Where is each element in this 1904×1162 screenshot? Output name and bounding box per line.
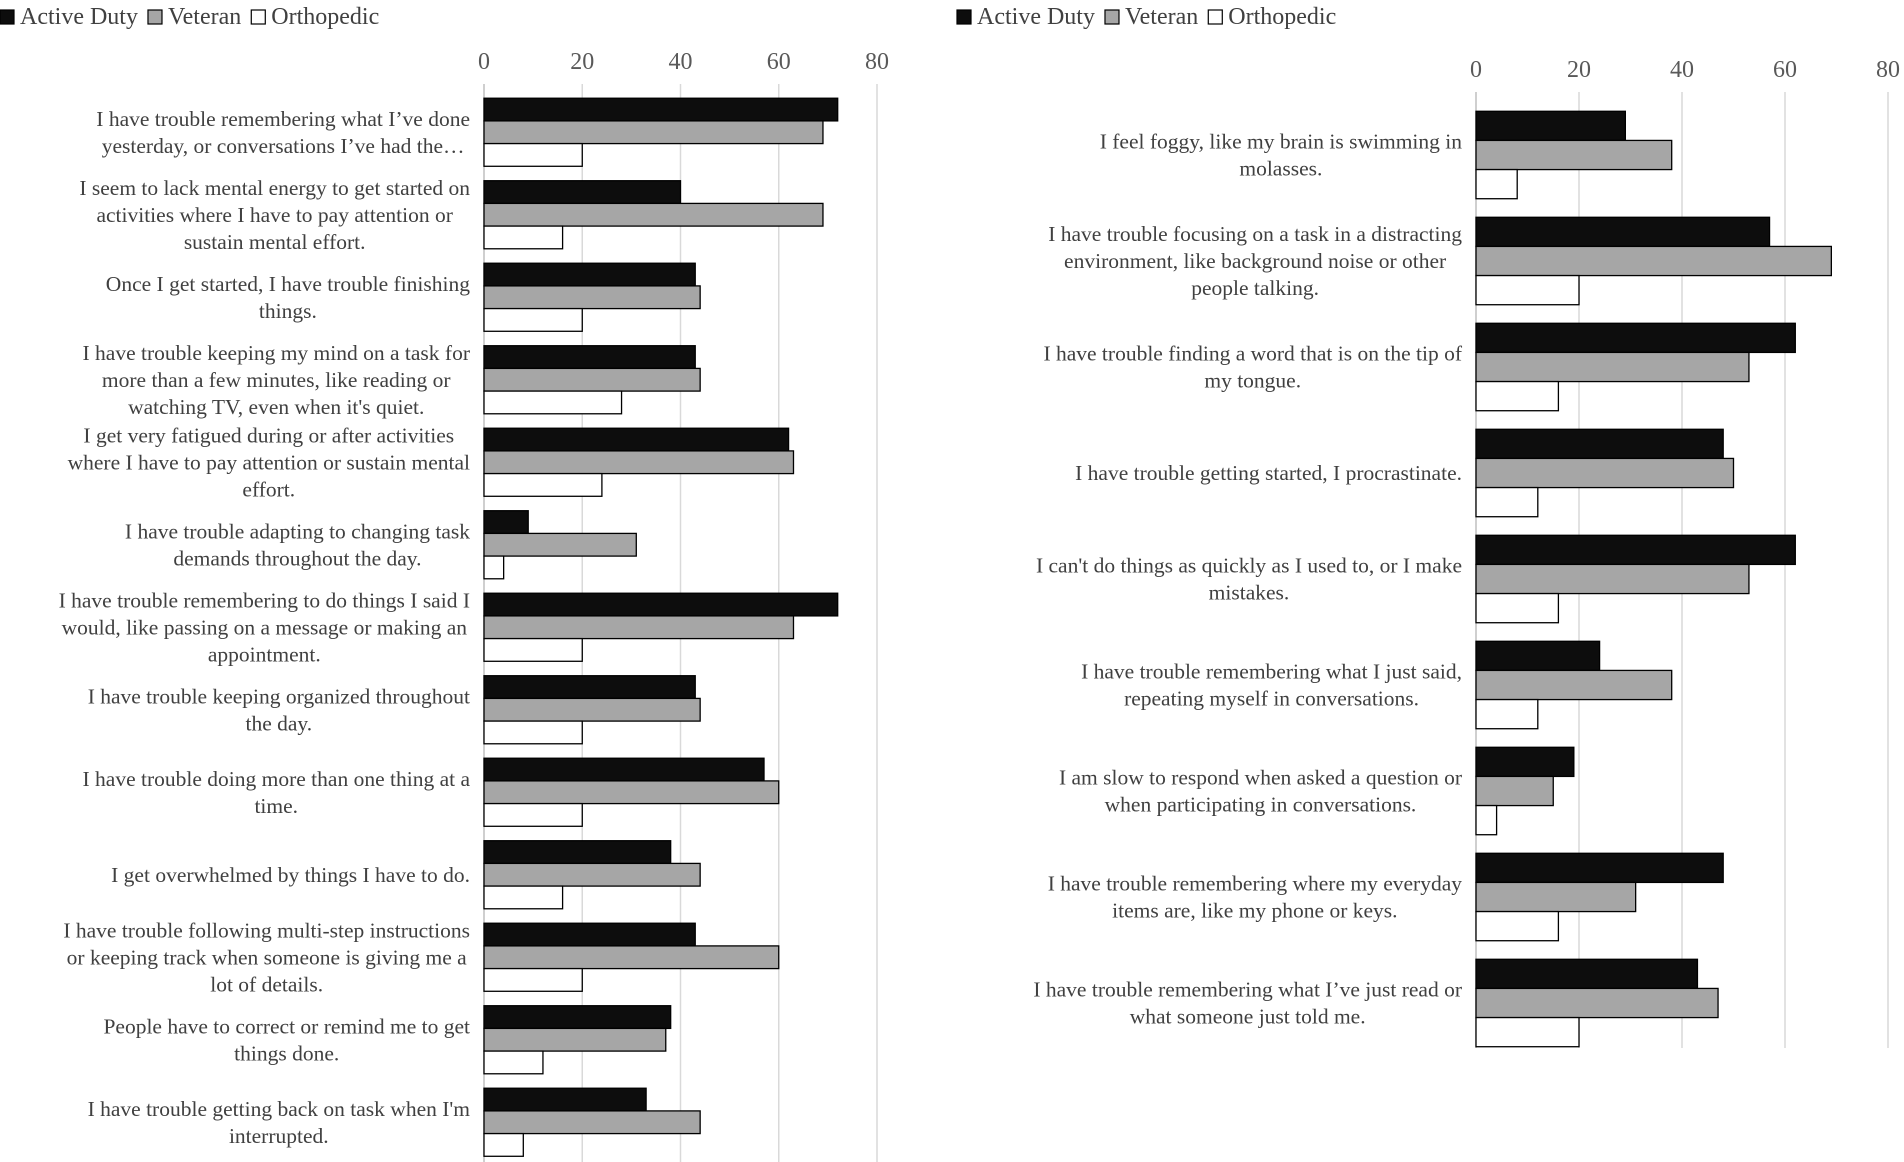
legend-label: Veteran xyxy=(1124,4,1199,30)
bar-group xyxy=(484,923,779,991)
bar xyxy=(1476,246,1831,275)
bar xyxy=(1476,641,1600,670)
bar xyxy=(1476,806,1497,835)
bar xyxy=(484,946,779,969)
legend-label: Active Duty xyxy=(20,4,138,30)
category-label-line: watching TV, even when it's quiet. xyxy=(128,394,425,419)
category-label-line: the day. xyxy=(245,711,313,736)
category-label xyxy=(1048,872,1463,923)
legend-swatch xyxy=(1208,10,1222,24)
category-label xyxy=(111,863,470,887)
bar xyxy=(484,721,582,744)
category-label xyxy=(83,341,471,419)
bar xyxy=(484,309,582,332)
bar-group xyxy=(484,1088,700,1156)
bar xyxy=(484,1006,671,1029)
category-label-line: I have trouble getting started, I procrastinate. xyxy=(1075,461,1462,485)
legend-item xyxy=(1105,4,1198,30)
bar-group xyxy=(484,181,823,249)
category-label-line: things. xyxy=(258,298,317,323)
category-label-line: activities where I have to pay attention or xyxy=(96,202,453,227)
category-label-line: repeating myself in conversations. xyxy=(1124,686,1420,711)
bar xyxy=(484,841,671,864)
category-label-line: time. xyxy=(254,793,299,818)
x-tick-label: 0 xyxy=(1470,57,1482,83)
bar xyxy=(1476,853,1723,882)
chart-panel-1 xyxy=(0,4,889,1162)
bar-group xyxy=(1476,641,1672,728)
bar xyxy=(1476,776,1553,805)
category-label-line: People have to correct or remind me to get xyxy=(103,1014,470,1039)
category-label xyxy=(1036,554,1462,605)
bar xyxy=(1476,535,1795,564)
legend-item xyxy=(0,4,138,30)
category-label xyxy=(68,423,470,501)
category-label-line: lot of details. xyxy=(210,972,324,997)
category-label-line: where I have to pay attention or sustain mental xyxy=(67,450,470,475)
bar xyxy=(484,758,764,781)
x-tick-label: 20 xyxy=(570,49,595,75)
bar xyxy=(1476,912,1558,941)
bar xyxy=(484,781,779,804)
category-label-line: I am slow to respond when asked a question or xyxy=(1058,765,1462,790)
category-label-line: appointment. xyxy=(207,642,321,667)
legend-label: Veteran xyxy=(167,4,242,30)
category-label xyxy=(83,767,471,818)
x-tick-label: 80 xyxy=(865,49,889,75)
category-label xyxy=(63,918,470,996)
category-label-line: I have trouble remembering what I’ve done xyxy=(96,106,470,131)
bar-group xyxy=(484,1006,671,1074)
bar xyxy=(484,263,695,286)
bar xyxy=(484,863,700,886)
category-label-line: yesterday, or conversations I’ve had the… xyxy=(101,133,465,158)
bar xyxy=(484,1111,700,1134)
bar-group xyxy=(1476,111,1672,198)
bar xyxy=(484,698,700,721)
legend-item xyxy=(957,4,1095,30)
bar xyxy=(1476,1018,1579,1047)
category-label-line: my tongue. xyxy=(1204,368,1302,393)
bar xyxy=(484,451,793,474)
bar xyxy=(484,428,789,451)
bar xyxy=(484,474,602,497)
category-label-line: I have trouble following multi-step instructions xyxy=(63,918,470,943)
bar-group xyxy=(484,98,838,166)
legend-label: Orthopedic xyxy=(271,4,380,30)
bar xyxy=(1476,988,1718,1017)
bar xyxy=(1476,323,1795,352)
category-label xyxy=(1048,222,1462,300)
bar xyxy=(484,391,622,414)
bar xyxy=(484,556,504,579)
bar xyxy=(1476,111,1625,140)
bar xyxy=(484,804,582,827)
bar xyxy=(1476,882,1636,911)
category-label-line: demands throughout the day. xyxy=(173,546,422,571)
category-label-line: people talking. xyxy=(1191,276,1320,300)
category-label-line: molasses. xyxy=(1239,156,1323,181)
bar xyxy=(484,511,528,534)
category-label-line: items are, like my phone or keys. xyxy=(1112,898,1398,923)
bar-group xyxy=(484,593,838,661)
category-label-line: I have trouble remembering what I just said, xyxy=(1081,659,1462,684)
bar xyxy=(1476,140,1672,169)
category-label-line: I have trouble remembering what I’ve just read or xyxy=(1033,977,1462,1002)
x-tick-label: 20 xyxy=(1567,57,1591,83)
category-label-line: interrupted. xyxy=(228,1123,329,1148)
category-label-line: effort. xyxy=(242,477,296,502)
category-label-line: I can't do things as quickly as I used to, or I make xyxy=(1035,553,1462,578)
bar-group xyxy=(1476,323,1795,410)
bar-group xyxy=(484,346,700,414)
bar-group xyxy=(1476,535,1795,622)
bar-group xyxy=(1476,429,1734,516)
category-label xyxy=(1059,766,1462,817)
category-label-line: environment, like background noise or other xyxy=(1064,249,1447,273)
x-tick-label: 0 xyxy=(478,49,490,75)
category-label xyxy=(1081,660,1462,711)
category-label xyxy=(1043,342,1462,393)
bar xyxy=(484,1028,666,1051)
category-label-line: more than a few minutes, like reading or xyxy=(101,367,451,392)
category-label xyxy=(106,272,470,323)
legend-swatch xyxy=(0,10,14,24)
category-label xyxy=(103,1014,470,1065)
bar-group xyxy=(484,511,636,579)
category-label xyxy=(88,1097,471,1148)
bar xyxy=(484,969,582,992)
bar xyxy=(1476,276,1579,305)
category-label-line: I get very fatigued during or after activities xyxy=(83,423,455,448)
category-label xyxy=(96,107,470,158)
bar xyxy=(484,1088,646,1111)
bar xyxy=(1476,747,1574,776)
category-label xyxy=(1075,461,1462,485)
bar xyxy=(1476,488,1538,517)
category-label-line: I have trouble adapting to changing task xyxy=(124,519,470,544)
bar xyxy=(484,639,582,662)
legend-item xyxy=(148,4,241,30)
bar xyxy=(484,1134,523,1157)
legend-swatch xyxy=(251,10,265,24)
x-tick-label: 40 xyxy=(1670,57,1694,83)
category-label-line: when participating in conversations. xyxy=(1104,792,1417,817)
category-label-line: sustain mental effort. xyxy=(183,229,366,254)
category-label-line: I have trouble focusing on a task in a distracting xyxy=(1048,222,1462,246)
category-label-line: I get overwhelmed by things I have to do. xyxy=(111,862,470,887)
bar xyxy=(484,368,700,391)
legend-label: Orthopedic xyxy=(1228,4,1337,30)
bar xyxy=(1476,352,1749,381)
bar-group xyxy=(484,758,779,826)
bar xyxy=(1476,594,1558,623)
bar xyxy=(484,286,700,309)
category-label-line: what someone just told me. xyxy=(1129,1004,1366,1029)
bar xyxy=(484,886,563,909)
category-label xyxy=(79,176,470,254)
bar xyxy=(1476,959,1697,988)
category-label-line: I have trouble remembering where my everyday xyxy=(1047,871,1462,896)
category-label-line: Once I get started, I have trouble finishing xyxy=(105,271,470,296)
bar xyxy=(484,676,695,699)
bar xyxy=(1476,429,1723,458)
bar-group xyxy=(1476,853,1723,940)
legend-item xyxy=(1208,4,1336,30)
bar-group xyxy=(484,841,700,909)
category-label xyxy=(88,684,470,735)
legend-item xyxy=(251,4,379,30)
category-label-line: or keeping track when someone is giving me a xyxy=(66,945,467,970)
bar-group xyxy=(484,676,700,744)
bar xyxy=(484,203,823,226)
category-label xyxy=(59,588,470,666)
bar xyxy=(484,121,823,144)
category-label xyxy=(1033,978,1462,1029)
bar-group xyxy=(1476,217,1831,304)
category-label-line: I have trouble keeping organized throughout xyxy=(87,684,470,709)
bar xyxy=(1476,564,1749,593)
x-tick-label: 40 xyxy=(668,49,693,75)
bar xyxy=(484,98,838,121)
bar xyxy=(1476,670,1672,699)
bar xyxy=(1476,170,1517,199)
bar xyxy=(484,144,582,167)
legend-swatch xyxy=(957,10,971,24)
category-label-line: mistakes. xyxy=(1208,580,1290,605)
category-label-line: I seem to lack mental energy to get started on xyxy=(79,175,470,200)
bar xyxy=(1476,700,1538,729)
category-label-line: I have trouble doing more than one thing at a xyxy=(82,766,470,791)
category-label-line: I have trouble getting back on task when I'm xyxy=(87,1096,470,1121)
category-label-line: I feel foggy, like my brain is swimming in xyxy=(1099,129,1462,154)
x-tick-label: 80 xyxy=(1876,57,1900,83)
bar-group xyxy=(484,263,700,331)
category-label-line: I have trouble finding a word that is on the tip of xyxy=(1043,341,1462,366)
legend-swatch xyxy=(148,10,162,24)
x-tick-label: 60 xyxy=(766,49,791,75)
category-label-line: I have trouble remembering to do things I said I xyxy=(58,588,470,613)
category-label-line: would, like passing on a message or making an xyxy=(61,615,468,640)
bar xyxy=(484,923,695,946)
legend-swatch xyxy=(1105,10,1119,24)
bar xyxy=(484,1051,543,1074)
bar xyxy=(1476,382,1558,411)
x-tick-label: 60 xyxy=(1773,57,1797,83)
bar xyxy=(484,346,695,369)
bar xyxy=(484,181,681,204)
legend-label: Active Duty xyxy=(977,4,1095,30)
bar-group xyxy=(1476,747,1574,834)
category-label xyxy=(1100,130,1463,181)
bar xyxy=(484,533,636,556)
bar xyxy=(484,226,563,249)
category-label-line: things done. xyxy=(234,1041,340,1066)
bar xyxy=(1476,217,1770,246)
bar xyxy=(484,616,793,639)
category-label-line: I have trouble keeping my mind on a task for xyxy=(82,340,470,365)
chart-panel-2 xyxy=(957,4,1900,1048)
bar xyxy=(1476,458,1734,487)
category-label xyxy=(125,519,470,570)
bar-group xyxy=(484,428,793,496)
bar xyxy=(484,593,838,616)
